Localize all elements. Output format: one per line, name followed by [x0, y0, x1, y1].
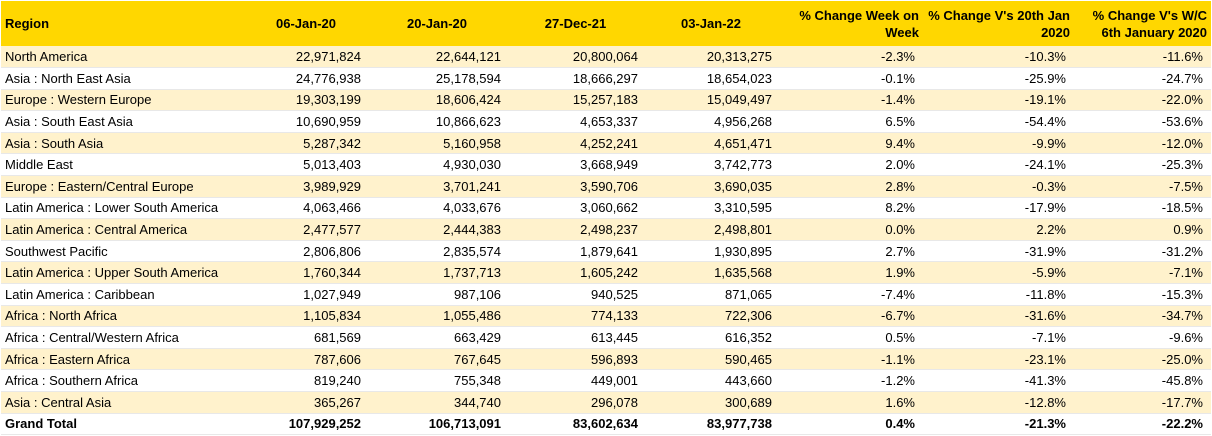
- cell-pct-vs-wc-6th-jan: -25.3%: [1074, 154, 1211, 176]
- cell-pct-vs-20th-jan: -11.8%: [923, 284, 1074, 306]
- cell-03-jan-22: 616,352: [644, 327, 778, 349]
- cell-region: Latin America : Caribbean: [1, 284, 245, 306]
- cell-region: Latin America : Upper South America: [1, 262, 245, 284]
- cell-pct-vs-wc-6th-jan: -7.5%: [1074, 176, 1211, 198]
- table-row: [1, 262, 1211, 284]
- cell-06-jan-20: 5,013,403: [245, 154, 367, 176]
- cell-20-jan-20: 3,701,241: [367, 176, 507, 198]
- cell-27-dec-21: 4,252,241: [507, 132, 644, 154]
- table-row: [1, 240, 1211, 262]
- total-cell-pct-week-on-week: 0.4%: [778, 413, 923, 435]
- cell-27-dec-21: 2,498,237: [507, 219, 644, 241]
- cell-pct-vs-20th-jan: -31.9%: [923, 240, 1074, 262]
- cell-pct-vs-wc-6th-jan: -34.7%: [1074, 305, 1211, 327]
- cell-06-jan-20: 365,267: [245, 392, 367, 414]
- cell-pct-vs-20th-jan: -19.1%: [923, 89, 1074, 111]
- cell-pct-vs-wc-6th-jan: -11.6%: [1074, 46, 1211, 68]
- cell-pct-week-on-week: 8.2%: [778, 197, 923, 219]
- cell-20-jan-20: 344,740: [367, 392, 507, 414]
- cell-27-dec-21: 1,879,641: [507, 240, 644, 262]
- cell-03-jan-22: 4,956,268: [644, 111, 778, 133]
- total-cell-06-jan-20: 107,929,252: [245, 413, 367, 435]
- table-body: [1, 46, 1211, 435]
- cell-03-jan-22: 590,465: [644, 348, 778, 370]
- cell-20-jan-20: 2,444,383: [367, 219, 507, 241]
- cell-pct-week-on-week: 0.0%: [778, 219, 923, 241]
- cell-pct-vs-wc-6th-jan: -12.0%: [1074, 132, 1211, 154]
- header-pct-week-on-week: % Change Week on Week: [799, 7, 919, 40]
- cell-03-jan-22: 722,306: [644, 305, 778, 327]
- cell-03-jan-22: 20,313,275: [644, 46, 778, 68]
- table-row: [1, 111, 1211, 133]
- cell-03-jan-22: 3,310,595: [644, 197, 778, 219]
- cell-pct-week-on-week: -1.1%: [778, 348, 923, 370]
- cell-pct-week-on-week: -7.4%: [778, 284, 923, 306]
- grand-total-row: [1, 413, 1211, 435]
- cell-06-jan-20: 819,240: [245, 370, 367, 392]
- cell-pct-week-on-week: -2.3%: [778, 46, 923, 68]
- header-pct-vs-wc-6th-jan: % Change V's W/C 6th January 2020: [1092, 7, 1207, 40]
- table-row: [1, 68, 1211, 90]
- cell-pct-vs-wc-6th-jan: -45.8%: [1074, 370, 1211, 392]
- cell-pct-week-on-week: 1.6%: [778, 392, 923, 414]
- cell-27-dec-21: 3,060,662: [507, 197, 644, 219]
- cell-region: Africa : Southern Africa: [1, 370, 245, 392]
- total-cell-20-jan-20: 106,713,091: [367, 413, 507, 435]
- cell-pct-week-on-week: -0.1%: [778, 68, 923, 90]
- cell-pct-vs-wc-6th-jan: -7.1%: [1074, 262, 1211, 284]
- table-row: [1, 154, 1211, 176]
- cell-pct-vs-20th-jan: -0.3%: [923, 176, 1074, 198]
- cell-03-jan-22: 4,651,471: [644, 132, 778, 154]
- header-20-jan-20: 20-Jan-20: [407, 16, 467, 31]
- cell-06-jan-20: 2,806,806: [245, 240, 367, 262]
- cell-27-dec-21: 3,668,949: [507, 154, 644, 176]
- cell-06-jan-20: 10,690,959: [245, 111, 367, 133]
- cell-pct-vs-wc-6th-jan: -9.6%: [1074, 327, 1211, 349]
- cell-27-dec-21: 4,653,337: [507, 111, 644, 133]
- cell-06-jan-20: 19,303,199: [245, 89, 367, 111]
- table-row: [1, 305, 1211, 327]
- cell-pct-vs-wc-6th-jan: -22.0%: [1074, 89, 1211, 111]
- cell-pct-week-on-week: -6.7%: [778, 305, 923, 327]
- header-03-jan-22: 03-Jan-22: [681, 16, 741, 31]
- cell-03-jan-22: 3,690,035: [644, 176, 778, 198]
- cell-03-jan-22: 15,049,497: [644, 89, 778, 111]
- cell-region: Africa : Central/Western Africa: [1, 327, 245, 349]
- cell-03-jan-22: 300,689: [644, 392, 778, 414]
- cell-06-jan-20: 1,027,949: [245, 284, 367, 306]
- cell-pct-vs-20th-jan: -17.9%: [923, 197, 1074, 219]
- cell-pct-vs-20th-jan: -5.9%: [923, 262, 1074, 284]
- cell-27-dec-21: 940,525: [507, 284, 644, 306]
- table-row: [1, 219, 1211, 241]
- cell-20-jan-20: 25,178,594: [367, 68, 507, 90]
- cell-03-jan-22: 2,498,801: [644, 219, 778, 241]
- cell-06-jan-20: 22,971,824: [245, 46, 367, 68]
- cell-06-jan-20: 787,606: [245, 348, 367, 370]
- total-cell-03-jan-22: 83,977,738: [644, 413, 778, 435]
- cell-pct-vs-wc-6th-jan: 0.9%: [1074, 219, 1211, 241]
- cell-region: Asia : South Asia: [1, 132, 245, 154]
- cell-pct-vs-20th-jan: -31.6%: [923, 305, 1074, 327]
- header-06-jan-20: 06-Jan-20: [276, 16, 336, 31]
- cell-06-jan-20: 1,105,834: [245, 305, 367, 327]
- cell-27-dec-21: 774,133: [507, 305, 644, 327]
- cell-pct-vs-wc-6th-jan: -25.0%: [1074, 348, 1211, 370]
- cell-pct-week-on-week: 9.4%: [778, 132, 923, 154]
- cell-pct-week-on-week: -1.2%: [778, 370, 923, 392]
- cell-27-dec-21: 596,893: [507, 348, 644, 370]
- table-row: [1, 176, 1211, 198]
- cell-20-jan-20: 5,160,958: [367, 132, 507, 154]
- cell-pct-week-on-week: 1.9%: [778, 262, 923, 284]
- cell-06-jan-20: 3,989,929: [245, 176, 367, 198]
- cell-pct-week-on-week: -1.4%: [778, 89, 923, 111]
- cell-06-jan-20: 681,569: [245, 327, 367, 349]
- cell-region: Asia : South East Asia: [1, 111, 245, 133]
- cell-region: Africa : Eastern Africa: [1, 348, 245, 370]
- cell-20-jan-20: 1,737,713: [367, 262, 507, 284]
- cell-20-jan-20: 2,835,574: [367, 240, 507, 262]
- cell-pct-vs-20th-jan: -41.3%: [923, 370, 1074, 392]
- cell-region: Africa : North Africa: [1, 305, 245, 327]
- table-row: [1, 370, 1211, 392]
- cell-region: Europe : Eastern/Central Europe: [1, 176, 245, 198]
- cell-03-jan-22: 1,930,895: [644, 240, 778, 262]
- total-cell-region: Grand Total: [1, 413, 245, 435]
- cell-27-dec-21: 3,590,706: [507, 176, 644, 198]
- cell-pct-vs-20th-jan: -12.8%: [923, 392, 1074, 414]
- cell-pct-vs-20th-jan: -7.1%: [923, 327, 1074, 349]
- header-pct-vs-20th-jan: % Change V's 20th Jan 2020: [928, 7, 1070, 40]
- cell-pct-vs-20th-jan: 2.2%: [923, 219, 1074, 241]
- cell-27-dec-21: 296,078: [507, 392, 644, 414]
- cell-20-jan-20: 767,645: [367, 348, 507, 370]
- header-27-dec-21: 27-Dec-21: [544, 16, 607, 31]
- cell-27-dec-21: 613,445: [507, 327, 644, 349]
- cell-03-jan-22: 443,660: [644, 370, 778, 392]
- cell-06-jan-20: 24,776,938: [245, 68, 367, 90]
- cell-pct-vs-wc-6th-jan: -18.5%: [1074, 197, 1211, 219]
- cell-region: Latin America : Central America: [1, 219, 245, 241]
- cell-06-jan-20: 4,063,466: [245, 197, 367, 219]
- cell-pct-vs-20th-jan: -9.9%: [923, 132, 1074, 154]
- cell-pct-vs-20th-jan: -54.4%: [923, 111, 1074, 133]
- cell-pct-vs-20th-jan: -24.1%: [923, 154, 1074, 176]
- cell-pct-week-on-week: 6.5%: [778, 111, 923, 133]
- total-cell-pct-vs-wc-6th-jan: -22.2%: [1074, 413, 1211, 435]
- table-row: [1, 348, 1211, 370]
- cell-06-jan-20: 5,287,342: [245, 132, 367, 154]
- cell-pct-vs-20th-jan: -23.1%: [923, 348, 1074, 370]
- cell-pct-week-on-week: 2.0%: [778, 154, 923, 176]
- cell-20-jan-20: 4,033,676: [367, 197, 507, 219]
- table-row: [1, 46, 1211, 68]
- total-cell-pct-vs-20th-jan: -21.3%: [923, 413, 1074, 435]
- cell-20-jan-20: 987,106: [367, 284, 507, 306]
- cell-20-jan-20: 18,606,424: [367, 89, 507, 111]
- cell-20-jan-20: 4,930,030: [367, 154, 507, 176]
- cell-27-dec-21: 15,257,183: [507, 89, 644, 111]
- cell-20-jan-20: 663,429: [367, 327, 507, 349]
- cell-06-jan-20: 1,760,344: [245, 262, 367, 284]
- cell-27-dec-21: 449,001: [507, 370, 644, 392]
- cell-region: Asia : Central Asia: [1, 392, 245, 414]
- cell-27-dec-21: 20,800,064: [507, 46, 644, 68]
- cell-pct-vs-wc-6th-jan: -24.7%: [1074, 68, 1211, 90]
- cell-pct-week-on-week: 2.8%: [778, 176, 923, 198]
- cell-region: North America: [1, 46, 245, 68]
- cell-pct-vs-wc-6th-jan: -31.2%: [1074, 240, 1211, 262]
- header-row: [1, 1, 1211, 46]
- cell-pct-vs-20th-jan: -25.9%: [923, 68, 1074, 90]
- cell-region: Europe : Western Europe: [1, 89, 245, 111]
- cell-pct-vs-wc-6th-jan: -53.6%: [1074, 111, 1211, 133]
- cell-20-jan-20: 22,644,121: [367, 46, 507, 68]
- cell-pct-vs-wc-6th-jan: -15.3%: [1074, 284, 1211, 306]
- cell-03-jan-22: 1,635,568: [644, 262, 778, 284]
- cell-27-dec-21: 1,605,242: [507, 262, 644, 284]
- cell-pct-vs-20th-jan: -10.3%: [923, 46, 1074, 68]
- table-row: [1, 89, 1211, 111]
- data-table-container: [1, 1, 1211, 435]
- cell-20-jan-20: 10,866,623: [367, 111, 507, 133]
- cell-03-jan-22: 3,742,773: [644, 154, 778, 176]
- cell-27-dec-21: 18,666,297: [507, 68, 644, 90]
- cell-region: Asia : North East Asia: [1, 68, 245, 90]
- cell-region: Latin America : Lower South America: [1, 197, 245, 219]
- cell-pct-vs-wc-6th-jan: -17.7%: [1074, 392, 1211, 414]
- table-row: [1, 327, 1211, 349]
- table-row: [1, 197, 1211, 219]
- cell-pct-week-on-week: 2.7%: [778, 240, 923, 262]
- cell-06-jan-20: 2,477,577: [245, 219, 367, 241]
- table-row: [1, 284, 1211, 306]
- table-row: [1, 132, 1211, 154]
- cell-20-jan-20: 1,055,486: [367, 305, 507, 327]
- cell-pct-week-on-week: 0.5%: [778, 327, 923, 349]
- table-row: [1, 392, 1211, 414]
- cell-20-jan-20: 755,348: [367, 370, 507, 392]
- cell-03-jan-22: 18,654,023: [644, 68, 778, 90]
- header-region: Region: [5, 16, 50, 31]
- cell-03-jan-22: 871,065: [644, 284, 778, 306]
- table-header: [1, 1, 1211, 46]
- cell-region: Southwest Pacific: [1, 240, 245, 262]
- total-cell-27-dec-21: 83,602,634: [507, 413, 644, 435]
- cell-region: Middle East: [1, 154, 245, 176]
- region-capacity-table: [1, 1, 1211, 435]
